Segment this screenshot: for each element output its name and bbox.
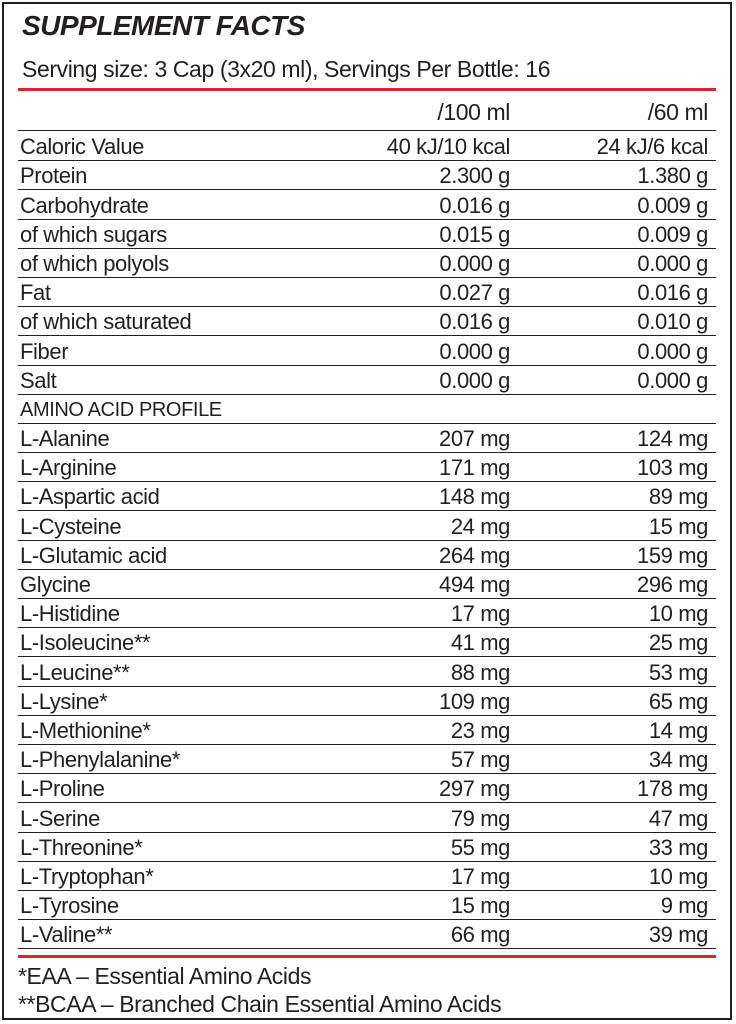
footnote-eaa: *EAA – Essential Amino Acids [18, 963, 312, 989]
bottom-red-divider [18, 955, 716, 958]
nutrient-name: L-Threonine* [20, 834, 143, 860]
value-per-60ml: 65 mg [648, 688, 708, 714]
nutrient-name: Salt [20, 367, 57, 393]
value-per-60ml: 24 kJ/6 kcal [596, 134, 708, 160]
value-per-100ml: 0.000 g [439, 250, 510, 276]
table-row [18, 862, 716, 891]
value-per-60ml: 178 mg [637, 776, 708, 802]
value-per-60ml: 0.009 g [637, 221, 708, 247]
value-per-100ml: 494 mg [439, 572, 510, 597]
value-per-100ml: 207 mg [439, 426, 510, 452]
value-per-60ml: 25 mg [648, 630, 708, 656]
value-per-60ml: 159 mg [637, 542, 708, 568]
table-row [18, 833, 716, 862]
value-per-100ml: 24 mg [450, 513, 510, 539]
nutrient-name: L-Phenylalanine* [20, 747, 180, 773]
value-per-60ml: 0.009 g [637, 192, 708, 218]
value-per-60ml: 34 mg [648, 747, 708, 773]
nutrient-name: AMINO ACID PROFILE [20, 398, 222, 421]
table-row [18, 570, 716, 599]
table-row [18, 511, 716, 540]
value-per-60ml: 33 mg [648, 834, 708, 860]
value-per-100ml: 41 mg [450, 630, 510, 656]
column-header-per-100ml: /100 ml [437, 99, 510, 125]
value-per-60ml: 0.016 g [637, 280, 708, 306]
value-per-100ml: 2.300 g [439, 163, 510, 189]
table-row [18, 190, 716, 219]
table-row [18, 745, 716, 774]
value-per-60ml: 9 mg [660, 893, 708, 919]
table-row [18, 336, 716, 365]
value-per-60ml: 103 mg [637, 455, 708, 481]
value-per-100ml: 57 mg [450, 747, 510, 773]
value-per-60ml: 296 mg [637, 572, 708, 597]
nutrient-name: L-Leucine** [20, 659, 130, 685]
table-row [18, 307, 716, 336]
table-row [18, 366, 716, 395]
nutrient-name: Fiber [20, 338, 69, 364]
value-per-60ml: 53 mg [648, 659, 708, 685]
table-row [18, 774, 716, 803]
nutrient-name: Protein [20, 163, 87, 189]
value-per-100ml: 297 mg [439, 776, 510, 802]
nutrient-name: L-Glutamic acid [20, 542, 167, 568]
nutrient-name: L-Histidine [20, 601, 120, 627]
value-per-100ml: 148 mg [439, 484, 510, 510]
value-per-100ml: 55 mg [450, 834, 510, 860]
nutrient-name: Carbohydrate [20, 192, 149, 218]
table-row [18, 599, 716, 628]
value-per-60ml: 0.000 g [637, 367, 708, 393]
nutrient-name: of which saturated [20, 309, 192, 335]
value-per-60ml: 14 mg [648, 717, 708, 743]
table-row [18, 453, 716, 482]
value-per-100ml: 264 mg [439, 542, 510, 568]
nutrient-name: L-Methionine* [20, 717, 151, 743]
nutrient-name: L-Lysine* [20, 688, 108, 714]
value-per-60ml: 39 mg [648, 922, 708, 948]
value-per-100ml: 79 mg [450, 805, 510, 831]
column-header-per-60ml: /60 ml [647, 99, 708, 125]
value-per-100ml: 0.016 g [439, 309, 510, 335]
nutrient-name: L-Arginine [20, 455, 117, 481]
nutrient-name: L-Isoleucine** [20, 630, 151, 656]
value-per-100ml: 88 mg [450, 659, 510, 685]
value-per-60ml: 0.000 g [637, 338, 708, 364]
value-per-100ml: 0.000 g [439, 338, 510, 364]
serving-info: Serving size: 3 Cap (3x20 ml), Servings Per Bottle: 16 [22, 56, 551, 82]
value-per-100ml: 17 mg [450, 863, 510, 889]
header-divider [18, 130, 716, 131]
value-per-60ml: 1.380 g [637, 163, 708, 189]
table-row [18, 628, 716, 657]
footnote-bcaa: **BCAA – Branched Chain Essential Amino Acids [18, 991, 502, 1017]
table-row [18, 161, 716, 190]
value-per-60ml: 47 mg [648, 805, 708, 831]
nutrient-name: L-Tyrosine [20, 893, 119, 919]
nutrient-name: L-Aspartic acid [20, 484, 160, 510]
value-per-100ml: 23 mg [450, 717, 510, 743]
table-row [18, 920, 716, 949]
table-row [18, 657, 716, 686]
nutrient-name: L-Tryptophan* [20, 863, 154, 889]
value-per-60ml: 10 mg [648, 863, 708, 889]
value-per-100ml: 15 mg [450, 893, 510, 919]
value-per-100ml: 0.016 g [439, 192, 510, 218]
nutrient-name: Glycine [20, 572, 91, 597]
value-per-60ml: 10 mg [648, 601, 708, 627]
table-row [18, 541, 716, 570]
nutrient-name: L-Serine [20, 805, 100, 831]
value-per-60ml: 89 mg [648, 484, 708, 510]
table-row [18, 424, 716, 453]
value-per-100ml: 0.027 g [439, 280, 510, 306]
nutrient-name: of which sugars [20, 221, 167, 247]
value-per-60ml: 124 mg [637, 426, 708, 452]
panel-title: SUPPLEMENT FACTS [22, 10, 305, 41]
value-per-100ml: 0.000 g [439, 367, 510, 393]
nutrient-name: L-Alanine [20, 426, 110, 452]
nutrition-table [18, 132, 716, 949]
table-row [18, 687, 716, 716]
table-row [18, 803, 716, 832]
nutrient-name: Fat [20, 280, 51, 306]
value-per-100ml: 0.015 g [439, 221, 510, 247]
nutrient-name: of which polyols [20, 250, 169, 276]
value-per-60ml: 0.010 g [637, 309, 708, 335]
nutrient-name: Caloric Value [20, 134, 145, 160]
value-per-100ml: 171 mg [439, 455, 510, 481]
nutrient-name: L-Cysteine [20, 513, 122, 539]
value-per-60ml: 0.000 g [637, 250, 708, 276]
value-per-100ml: 17 mg [450, 601, 510, 627]
value-per-100ml: 109 mg [439, 688, 510, 714]
table-row [18, 220, 716, 249]
value-per-100ml: 66 mg [450, 922, 510, 948]
nutrient-name: L-Valine** [20, 922, 113, 948]
value-per-60ml: 15 mg [648, 513, 708, 539]
table-row [18, 891, 716, 920]
table-row [18, 132, 716, 161]
nutrient-name: L-Proline [20, 776, 105, 802]
table-row [18, 716, 716, 745]
top-red-divider [18, 88, 716, 91]
table-row [18, 278, 716, 307]
table-row [18, 482, 716, 511]
section-header-row [18, 395, 716, 424]
value-per-100ml: 40 kJ/10 kcal [386, 134, 510, 160]
table-row [18, 249, 716, 278]
